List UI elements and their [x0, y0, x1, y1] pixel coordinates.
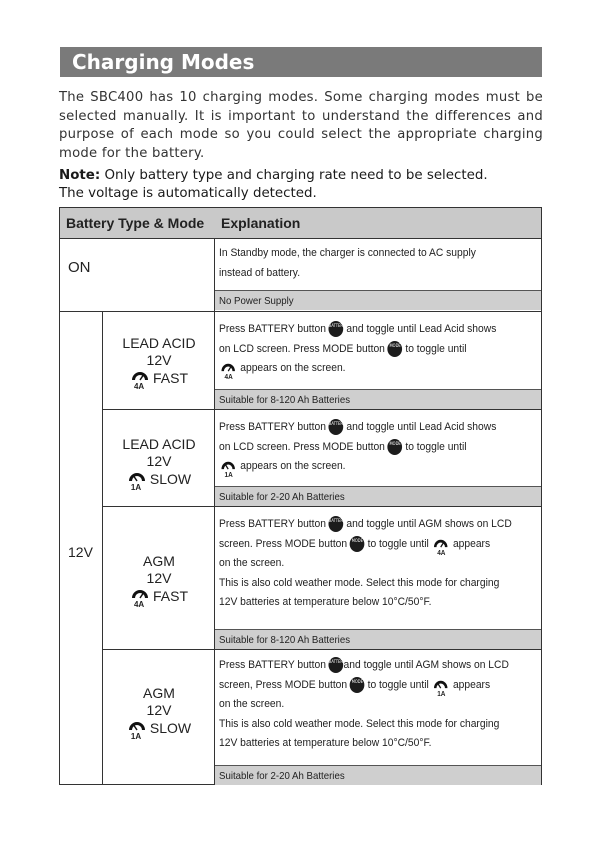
- voltage-group-12v: 12V: [68, 544, 93, 560]
- rate: [130, 587, 188, 609]
- explanation-text: 12V batteries at temperature below 10°C/50°F.: [219, 737, 432, 749]
- explanation-text: on the screen.: [219, 698, 285, 710]
- mode-button-icon: MODE: [350, 536, 365, 552]
- suitable-text: No Power Supply: [219, 295, 294, 307]
- intro-paragraph: The SBC400 has 10 charging modes. Some charging modes must be selected manually. It is important to understand the differences and purpose of each mode so you could select the appropriate charging mode for the battery.: [59, 90, 543, 161]
- explanation-text: Press BATTERY button: [219, 659, 329, 671]
- battery-type: LEAD ACID: [122, 436, 196, 452]
- table-header: [60, 208, 541, 239]
- gauge-icon: [130, 369, 150, 391]
- suitable-on: [215, 290, 541, 310]
- amp-label: 4A: [133, 600, 145, 609]
- battery-button-icon: BATTERY: [329, 321, 344, 337]
- suitable-range: [215, 765, 541, 785]
- explanation-text: This is also cold weather mode. Select this mode for charging: [219, 717, 500, 730]
- battery-button-icon: BATTERY: [329, 657, 344, 673]
- explanation-text: to toggle until: [402, 440, 467, 453]
- battery-voltage: 12V: [146, 570, 172, 586]
- charge-rate: FAST: [152, 588, 188, 604]
- explanation-line: instead of battery.: [219, 266, 301, 279]
- gauge-icon: [127, 470, 147, 492]
- mode-cell: [104, 436, 214, 492]
- explanation-text: and toggle until Lead Acid shows: [343, 323, 497, 335]
- explanation-text: screen, Press MODE button: [219, 678, 350, 691]
- explanation-text: appears: [450, 678, 491, 691]
- gauge-icon: [219, 360, 237, 382]
- explanation-text: screen. Press MODE button: [219, 537, 350, 550]
- suitable-range: [215, 486, 541, 506]
- section-title: Charging Modes: [60, 47, 542, 77]
- explanation-text: on the screen.: [219, 557, 285, 569]
- explanation: [219, 418, 497, 480]
- header-explanation: Explanation: [221, 215, 301, 231]
- note-label: Note:: [59, 168, 101, 183]
- mode-cell: [104, 335, 214, 391]
- rate: [127, 470, 192, 492]
- explanation-text: Press BATTERY button: [219, 421, 329, 433]
- battery-voltage: 12V: [146, 352, 172, 368]
- explanation-text: to toggle until: [364, 678, 432, 691]
- explanation-text: on LCD screen. Press MODE button: [219, 342, 388, 355]
- explanation-text: and toggle until AGM shows on LCD: [343, 518, 512, 530]
- charge-rate: SLOW: [149, 471, 192, 487]
- battery-button-icon: BATTERY: [329, 419, 344, 435]
- explanation-text: and toggle until Lead Acid shows: [343, 421, 497, 433]
- amp-label: 1A: [224, 472, 233, 480]
- mode-button-icon: MODE: [388, 439, 403, 455]
- suitable-range: [215, 629, 541, 649]
- explanation-text: to toggle until: [402, 342, 467, 355]
- explanation: [219, 515, 512, 613]
- battery-button-icon: BATTERY: [329, 516, 344, 532]
- mode-cell: [104, 685, 214, 741]
- divider: [214, 238, 215, 785]
- explanation-text: 12V batteries at temperature below 10°C/50°F.: [219, 596, 432, 608]
- battery-type: AGM: [143, 685, 175, 701]
- explanation: [219, 656, 509, 754]
- mode-cell: [104, 553, 214, 609]
- explanation-line: In Standby mode, the charger is connected to AC supply: [219, 247, 476, 259]
- explanation-on: [219, 244, 476, 283]
- note: [59, 167, 543, 202]
- rate: [127, 719, 192, 741]
- charging-modes-table: [59, 207, 542, 785]
- amp-label: 1A: [130, 732, 142, 741]
- battery-voltage: 12V: [146, 702, 172, 718]
- explanation-text: and toggle until AGM shows on LCD: [343, 659, 509, 671]
- suitable-text: Suitable for 8-120 Ah Batteries: [219, 394, 351, 406]
- header-battery-type: Battery Type & Mode: [66, 215, 205, 231]
- battery-type: LEAD ACID: [122, 335, 196, 351]
- amp-label: 4A: [133, 382, 145, 391]
- charge-rate: FAST: [152, 370, 188, 386]
- amp-label: 1A: [437, 690, 446, 698]
- explanation-text: on LCD screen. Press MODE button: [219, 440, 388, 453]
- mode-button-icon: MODE: [388, 341, 403, 357]
- battery-voltage: 12V: [146, 453, 172, 469]
- gauge-icon: [432, 677, 450, 698]
- note-line2: The voltage is automatically detected.: [59, 185, 317, 201]
- suitable-range: [215, 389, 541, 409]
- amp-label: 1A: [130, 483, 142, 492]
- mode-on: ON: [68, 259, 91, 276]
- gauge-icon: [219, 458, 237, 480]
- explanation: [219, 320, 497, 382]
- battery-type: AGM: [143, 553, 175, 569]
- divider: [102, 311, 103, 785]
- divider: [60, 311, 541, 312]
- suitable-text: Suitable for 8-120 Ah Batteries: [219, 634, 351, 646]
- explanation-text: This is also cold weather mode. Select this mode for charging: [219, 576, 500, 589]
- charge-rate: SLOW: [149, 720, 192, 736]
- rate: [130, 369, 188, 391]
- amp-label: 4A: [224, 374, 233, 382]
- gauge-icon: [130, 587, 150, 609]
- gauge-icon: [432, 536, 450, 557]
- explanation-text: to toggle until: [364, 537, 432, 550]
- explanation-text: Press BATTERY button: [219, 518, 329, 530]
- amp-label: 4A: [437, 549, 446, 557]
- mode-button-icon: MODE: [350, 677, 365, 693]
- explanation-text: appears: [450, 537, 491, 550]
- gauge-icon: [127, 719, 147, 741]
- explanation-text: appears on the screen.: [237, 460, 346, 472]
- suitable-text: Suitable for 2-20 Ah Batteries: [219, 770, 345, 782]
- explanation-text: Press BATTERY button: [219, 323, 329, 335]
- note-line1: Only battery type and charging rate need to be selected.: [100, 168, 488, 183]
- explanation-text: appears on the screen.: [237, 362, 346, 374]
- suitable-text: Suitable for 2-20 Ah Batteries: [219, 491, 345, 503]
